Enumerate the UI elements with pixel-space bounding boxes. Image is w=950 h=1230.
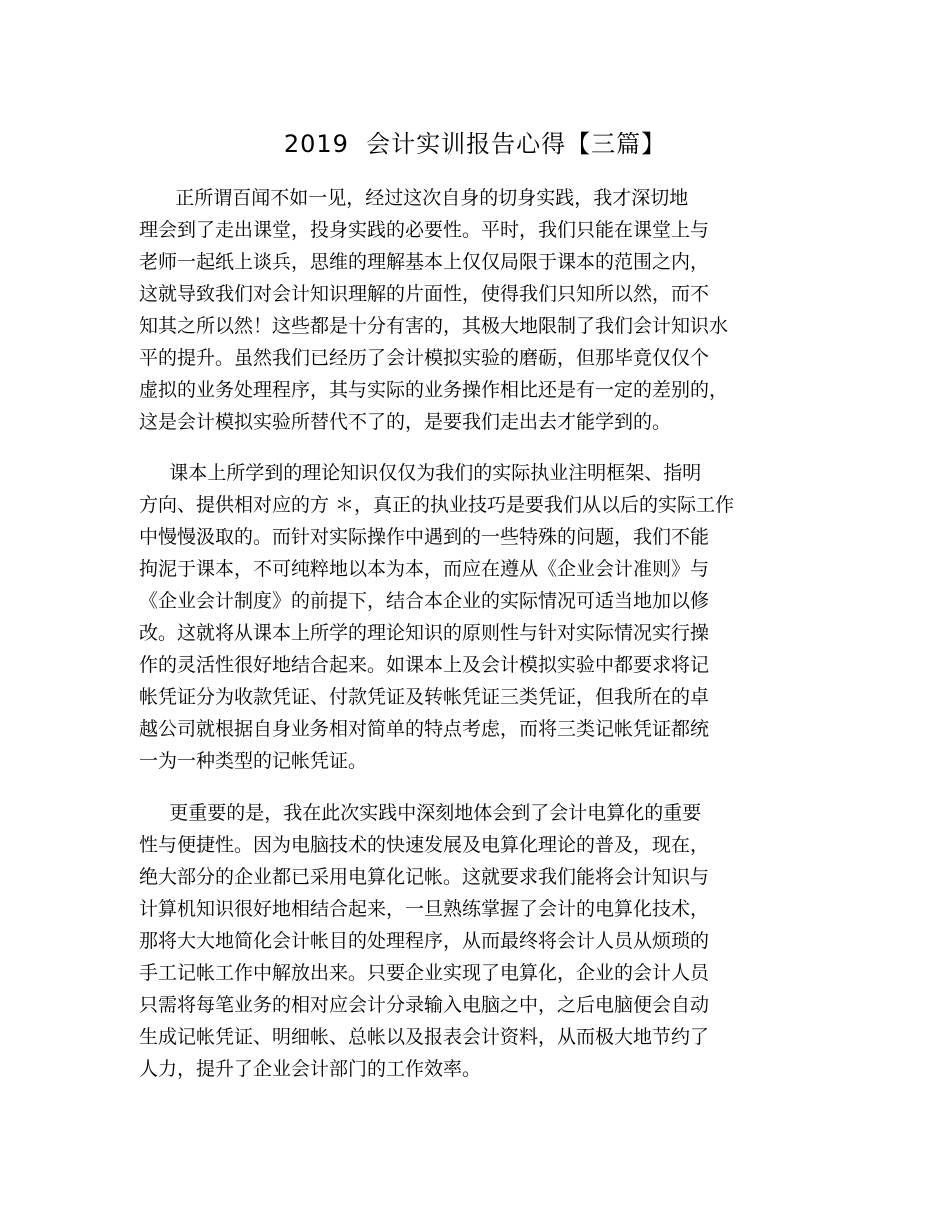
paragraph-line: 老师一起纸上谈兵，思维的理解基本上仅仅局限于课本的范围之内， [139, 251, 710, 273]
document-title: 2019 会计实训报告心得【三篇】 [283, 130, 667, 158]
paragraph-line: 帐凭证分为收款凭证、付款凭证及转帐凭证三类凭证，但我所在的卓 [139, 686, 710, 708]
paragraph-line: 这就导致我们对会计知识理解的片面性，使得我们只知所以然，而不 [139, 283, 710, 305]
paragraph-line: 方向、提供相对应的方 ＊，真正的执业技巧是要我们从以后的实际工作 [139, 494, 735, 516]
paragraph-line: 手工记帐工作中解放出来。只要企业实现了电算化，企业的会计人员 [139, 962, 710, 984]
paragraph-line: 课本上所学到的理论知识仅仅为我们的实际执业注明框架、指明 [139, 462, 702, 484]
paragraph-line: 计算机知识很好地相结合起来，一旦熟练掌握了会计的电算化技术， [139, 898, 710, 920]
paragraph-1 [139, 182, 799, 438]
paragraph-line: 改。这就将从课本上所学的理论知识的原则性与针对实际情况实行操 [139, 622, 710, 644]
paragraph-line: 这是会计模拟实验所替代不了的，是要我们走出去才能学到的。 [139, 411, 672, 433]
paragraph-line: 知其之所以然！这些都是十分有害的，其极大地限制了我们会计知识水 [139, 315, 729, 337]
paragraph-line: 理会到了走出课堂，投身实践的必要性。平时，我们只能在课堂上与 [139, 219, 710, 241]
paragraph-line: 一为一种类型的记帐凭证。 [139, 750, 368, 772]
paragraph-line: 人力，提升了企业会计部门的工作效率。 [139, 1058, 482, 1080]
paragraph-line: 那将大大地简化会计帐目的处理程序，从而最终将会计人员从烦琐的 [139, 930, 710, 952]
paragraph-line: 中慢慢汲取的。而针对实际操作中遇到的一些特殊的问题，我们不能 [139, 526, 710, 548]
paragraph-3 [139, 797, 799, 1085]
paragraph-line: 平的提升。虽然我们已经历了会计模拟实验的磨砺，但那毕竟仅仅个 [139, 347, 710, 369]
paragraph-line: 正所谓百闻不如一见，经过这次自身的切身实践，我才深切地 [139, 187, 689, 209]
paragraph-line: 虚拟的业务处理程序，其与实际的业务操作相比还是有一定的差别的， [139, 379, 729, 401]
paragraph-line: 性与便捷性。因为电脑技术的快速发展及电算化理论的普及，现在， [139, 834, 710, 856]
paragraph-line: 生成记帐凭证、明细帐、总帐以及报表会计资料，从而极大地节约了 [139, 1026, 710, 1048]
paragraph-2 [139, 457, 799, 777]
paragraph-line: 更重要的是，我在此次实践中深刻地体会到了会计电算化的重要 [139, 802, 702, 824]
paragraph-line: 《企业会计制度》的前提下，结合本企业的实际情况可适当地加以修 [139, 590, 710, 612]
paragraph-line: 作的灵活性很好地结合起来。如课本上及会计模拟实验中都要求将记 [139, 654, 710, 676]
paragraph-line: 越公司就根据自身业务相对简单的特点考虑，而将三类记帐凭证都统 [139, 718, 710, 740]
paragraph-line: 只需将每笔业务的相对应会计分录输入电脑之中，之后电脑便会自动 [139, 994, 710, 1016]
paragraph-line: 绝大部分的企业都已采用电算化记帐。这就要求我们能将会计知识与 [139, 866, 710, 888]
paragraph-line: 拘泥于课本，不可纯粹地以本为本，而应在遵从《企业会计准则》与 [139, 558, 710, 580]
